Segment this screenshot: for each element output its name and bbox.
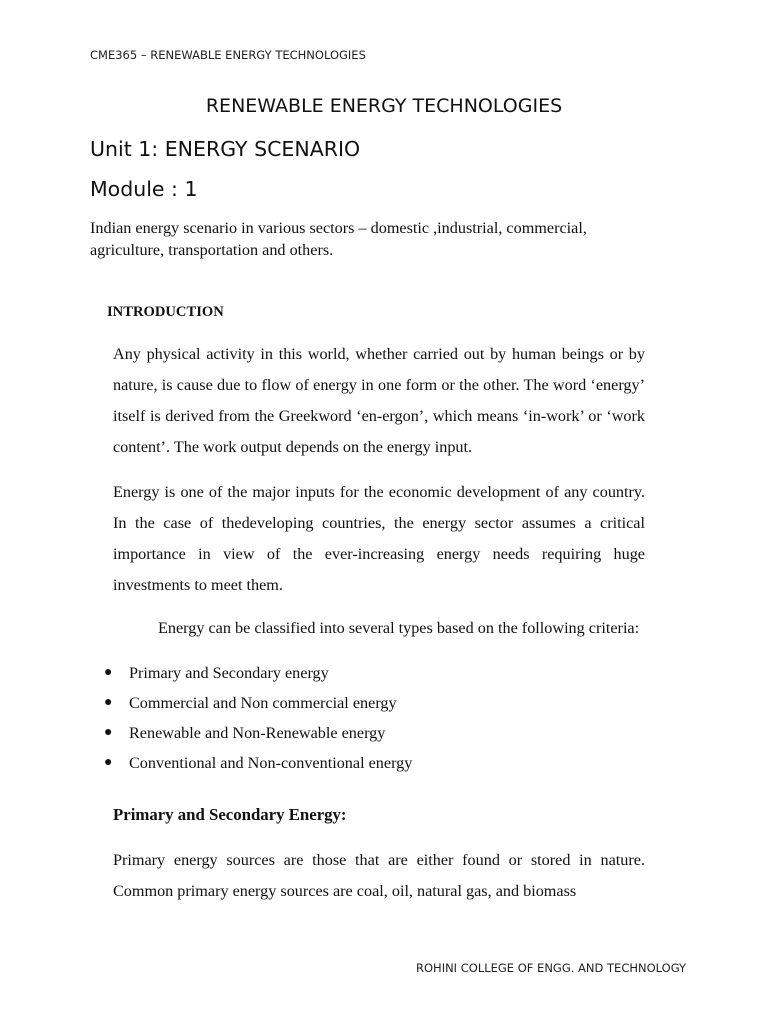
- list-item-label: Conventional and Non-conventional energy: [129, 754, 413, 772]
- list-item: [104, 718, 412, 748]
- bullet-icon: ●: [104, 755, 113, 770]
- introduction-paragraph-2: Energy is one of the major inputs for the economic development of any country. In the case of thedeveloping countries, the energy sector assumes a critical importance in view of the ever-increasing energy needs requiring huge investments to meet them.: [113, 483, 645, 594]
- classification-list: [104, 658, 412, 778]
- unit-heading: Unit 1: ENERGY SCENARIO: [90, 137, 361, 161]
- list-item-label: Commercial and Non commercial energy: [129, 694, 397, 712]
- syllabus-text: Indian energy scenario in various sectors – domestic ,industrial, commercial, agriculture, transportation and others.: [90, 219, 587, 259]
- list-item-label: Renewable and Non-Renewable energy: [129, 724, 386, 742]
- list-item: [104, 748, 412, 778]
- page-footer-college: ROHINI COLLEGE OF ENGG. AND TECHNOLOGY: [416, 961, 687, 975]
- classification-intro: Energy can be classified into several types based on the following criteria:: [158, 619, 640, 637]
- bullet-icon: ●: [104, 725, 113, 740]
- introduction-paragraph-1: Any physical activity in this world, whether carried out by human beings or by nature, is cause due to flow of energy in one form or the other. The word ‘energy’ itself is derived from the Greekword ‘en-ergon’, which means ‘in-work’ or ‘work content’. The work output depends on the energy input.: [113, 345, 645, 456]
- list-item-label: Primary and Secondary energy: [129, 664, 329, 682]
- page-header-course: CME365 – RENEWABLE ENERGY TECHNOLOGIES: [90, 48, 366, 62]
- document-title: RENEWABLE ENERGY TECHNOLOGIES: [205, 95, 563, 117]
- module-heading: Module : 1: [90, 177, 198, 201]
- list-item: [104, 658, 412, 688]
- primary-secondary-paragraph: Primary energy sources are those that are either found or stored in nature. Common primary energy sources are coal, oil, natural gas, and biomass: [113, 851, 645, 900]
- introduction-heading: INTRODUCTION: [107, 304, 224, 320]
- primary-secondary-heading: Primary and Secondary Energy:: [113, 805, 347, 824]
- bullet-icon: ●: [104, 665, 113, 680]
- bullet-icon: ●: [104, 695, 113, 710]
- list-item: [104, 688, 412, 718]
